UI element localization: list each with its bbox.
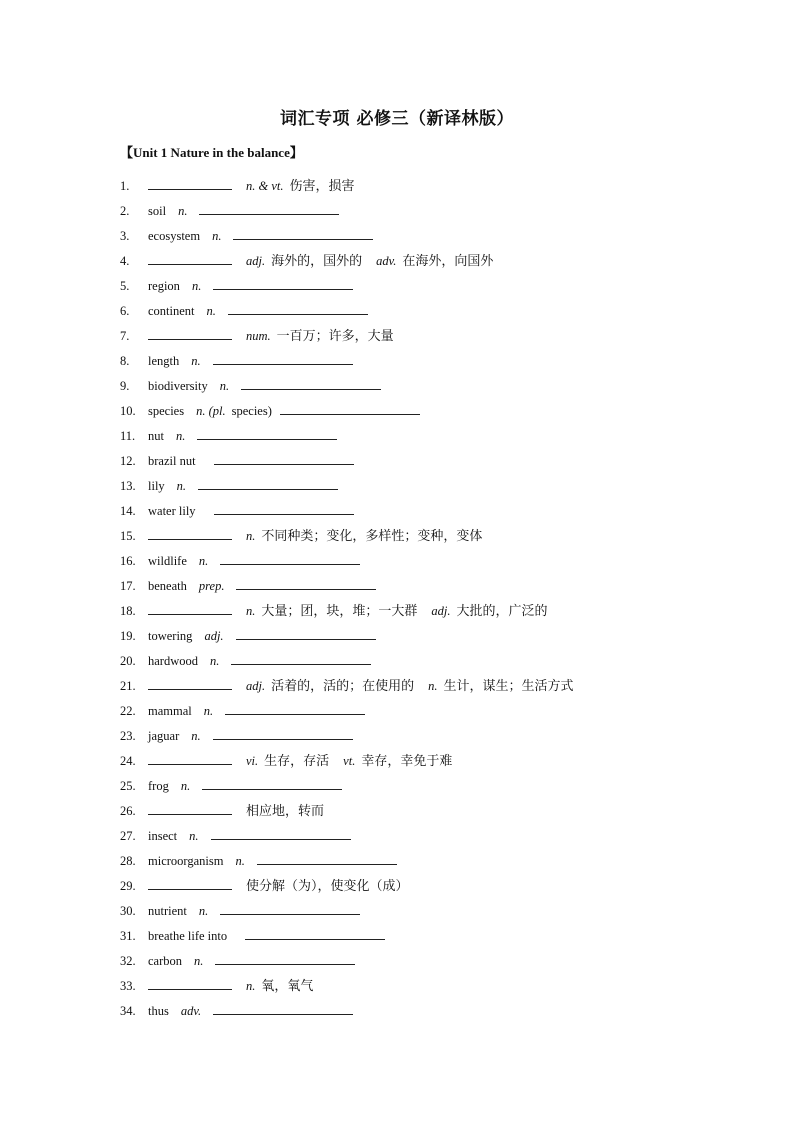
english-word: region: [148, 279, 180, 293]
chinese-meaning: 在海外，向国外: [402, 254, 494, 269]
part-of-speech: n.: [198, 554, 209, 568]
chinese-meaning: 海外的，国外的: [271, 254, 363, 269]
part-of-speech: n.: [176, 479, 187, 493]
item-number: 34.: [120, 1004, 136, 1018]
item-number: 15.: [120, 529, 136, 543]
answer-blank[interactable]: [148, 676, 232, 690]
item-number: 11.: [120, 429, 136, 443]
english-word: breathe life into: [148, 929, 228, 943]
answer-blank[interactable]: [213, 276, 353, 290]
list-item: [0, 876, 794, 896]
item-number: 29.: [120, 879, 136, 893]
chinese-meaning: 活着的，活的；在使用的: [271, 679, 415, 694]
item-content: [148, 676, 588, 697]
page-title: 词汇专项 必修三（新译林版）: [280, 109, 514, 129]
english-word: species: [148, 404, 185, 418]
item-number: 21.: [120, 679, 136, 693]
answer-blank[interactable]: [197, 426, 337, 440]
answer-blank[interactable]: [213, 726, 353, 740]
answer-blank[interactable]: [214, 451, 354, 465]
answer-blank[interactable]: [148, 976, 232, 990]
list-item: [0, 201, 794, 221]
part-of-speech: n. (pl.: [196, 404, 226, 418]
list-item: [0, 326, 794, 346]
part-of-speech: num.: [246, 329, 271, 343]
list-item: [0, 801, 794, 821]
english-word: biodiversity: [148, 379, 208, 393]
english-word: brazil nut: [148, 454, 196, 468]
answer-blank[interactable]: [236, 576, 376, 590]
part-of-speech: adv.: [180, 1004, 202, 1018]
item-number: 28.: [120, 854, 136, 868]
answer-blank[interactable]: [280, 401, 420, 415]
answer-blank[interactable]: [214, 501, 354, 515]
item-number: 1.: [120, 179, 130, 193]
item-content: [148, 451, 354, 471]
english-word: frog: [148, 779, 169, 793]
item-number: 16.: [120, 554, 136, 568]
item-number: 18.: [120, 604, 136, 618]
part-of-speech: n.: [206, 304, 216, 318]
item-number: 8.: [120, 354, 130, 368]
chinese-meaning: 不同种类；变化，多样性；变种，变体: [261, 529, 483, 544]
english-word: beneath: [148, 579, 187, 593]
chinese-meaning: 氧，氧气: [261, 979, 314, 994]
answer-blank[interactable]: [148, 326, 232, 340]
item-content: [148, 576, 376, 596]
list-item: [0, 951, 794, 971]
part-of-speech: adv.: [376, 254, 397, 268]
item-number: 33.: [120, 979, 136, 993]
plural-note: species): [231, 404, 272, 418]
answer-blank[interactable]: [228, 301, 368, 315]
item-content: [148, 351, 353, 371]
item-content: [148, 701, 365, 721]
english-word: soil: [148, 204, 167, 218]
part-of-speech: n.: [180, 779, 191, 793]
list-item: [0, 426, 794, 446]
item-number: 25.: [120, 779, 136, 793]
item-content: [148, 601, 562, 622]
answer-blank[interactable]: [241, 376, 381, 390]
item-content: [148, 876, 423, 897]
list-item: [0, 701, 794, 721]
english-word: nut: [148, 429, 164, 443]
part-of-speech: n.: [198, 904, 209, 918]
item-number: 20.: [120, 654, 136, 668]
chinese-meaning: 幸存，幸免于难: [361, 754, 453, 769]
part-of-speech: n.: [428, 679, 438, 693]
list-item: [0, 351, 794, 371]
part-of-speech: n.: [246, 979, 256, 993]
item-number: 32.: [120, 954, 136, 968]
list-item: [0, 376, 794, 396]
answer-blank[interactable]: [233, 226, 373, 240]
part-of-speech: n.: [191, 729, 201, 743]
item-number: 22.: [120, 704, 136, 718]
chinese-meaning: 一百万；许多，大量: [276, 329, 394, 344]
english-word: insect: [148, 829, 178, 843]
item-content: [148, 401, 420, 421]
english-word: mammal: [148, 704, 192, 718]
answer-blank[interactable]: [236, 626, 376, 640]
item-content: [148, 376, 381, 396]
item-number: 24.: [120, 754, 136, 768]
part-of-speech: adj.: [246, 254, 266, 268]
item-content: [148, 651, 371, 671]
unit-heading: 【Unit 1 Nature in the balance】: [120, 145, 303, 160]
item-number: 31.: [120, 929, 136, 943]
chinese-meaning: 大量；团，块，堆；一大群: [261, 604, 418, 619]
part-of-speech: n.: [246, 604, 256, 618]
answer-blank[interactable]: [148, 526, 232, 540]
english-word: lily: [148, 479, 165, 493]
item-content: [148, 776, 342, 796]
english-word: microorganism: [148, 854, 224, 868]
chinese-meaning: 大批的，广泛的: [456, 604, 548, 619]
list-item: [0, 976, 794, 996]
answer-blank[interactable]: [211, 826, 351, 840]
part-of-speech: n.: [219, 379, 230, 393]
list-item: [0, 551, 794, 571]
item-content: [148, 201, 339, 221]
part-of-speech: n.: [203, 704, 214, 718]
item-content: [148, 526, 496, 547]
answer-blank[interactable]: [202, 776, 342, 790]
part-of-speech: n.: [210, 654, 220, 668]
english-word: carbon: [148, 954, 183, 968]
chinese-meaning: 相应地，转而: [246, 804, 325, 819]
item-number: 12.: [120, 454, 136, 468]
item-number: 2.: [120, 204, 130, 218]
chinese-meaning: 伤害，损害: [289, 179, 355, 194]
list-item: [0, 276, 794, 296]
item-content: [148, 426, 337, 446]
part-of-speech: n.: [189, 829, 199, 843]
answer-blank[interactable]: [148, 801, 232, 815]
list-item: [0, 901, 794, 921]
chinese-meaning: 使分解（为），使变化（成）: [246, 879, 409, 894]
answer-blank[interactable]: [148, 601, 232, 615]
list-item: [0, 451, 794, 471]
item-content: [148, 851, 397, 871]
item-content: [148, 276, 353, 296]
item-number: 7.: [120, 329, 130, 343]
item-content: [148, 476, 338, 496]
answer-blank[interactable]: [198, 476, 338, 490]
answer-blank[interactable]: [215, 951, 355, 965]
item-number: 5.: [120, 279, 130, 293]
item-number: 23.: [120, 729, 136, 743]
list-item: [0, 526, 794, 546]
item-content: [148, 826, 351, 846]
english-word: nutrient: [148, 904, 187, 918]
list-item: [0, 926, 794, 946]
item-content: [148, 801, 338, 822]
english-word: wildlife: [148, 554, 187, 568]
list-item: [0, 826, 794, 846]
answer-blank[interactable]: [220, 901, 360, 915]
answer-blank[interactable]: [148, 176, 232, 190]
answer-blank[interactable]: [148, 251, 232, 265]
part-of-speech: n. & vt.: [246, 179, 284, 193]
list-item: [0, 251, 794, 271]
item-number: 6.: [120, 304, 130, 318]
item-content: [148, 976, 327, 997]
part-of-speech: adj.: [204, 629, 224, 643]
list-item: [0, 601, 794, 621]
list-item: [0, 226, 794, 246]
answer-blank[interactable]: [213, 351, 353, 365]
part-of-speech: adj.: [431, 604, 451, 618]
part-of-speech: prep.: [198, 579, 225, 593]
answer-blank[interactable]: [220, 551, 360, 565]
item-content: [148, 1001, 353, 1021]
part-of-speech: adj.: [246, 679, 266, 693]
item-number: 19.: [120, 629, 136, 643]
item-content: [148, 326, 408, 347]
answer-blank[interactable]: [245, 926, 385, 940]
item-content: [148, 501, 354, 521]
part-of-speech: n.: [212, 229, 222, 243]
list-item: [0, 476, 794, 496]
chinese-meaning: 生存，存活: [264, 754, 330, 769]
part-of-speech: n.: [194, 954, 204, 968]
answer-blank[interactable]: [148, 751, 232, 765]
answer-blank[interactable]: [199, 201, 339, 215]
item-content: [148, 176, 369, 197]
item-number: 10.: [120, 404, 136, 418]
answer-blank[interactable]: [225, 701, 365, 715]
english-word: hardwood: [148, 654, 198, 668]
item-number: 26.: [120, 804, 136, 818]
item-content: [148, 901, 360, 921]
english-word: continent: [148, 304, 195, 318]
item-number: 3.: [120, 229, 130, 243]
part-of-speech: n.: [191, 279, 202, 293]
english-word: ecosystem: [148, 229, 201, 243]
item-content: [148, 251, 507, 272]
item-content: [148, 926, 385, 946]
english-word: jaguar: [148, 729, 180, 743]
item-content: [148, 951, 355, 971]
part-of-speech: n.: [246, 529, 256, 543]
part-of-speech: n.: [175, 429, 186, 443]
list-item: [0, 726, 794, 746]
part-of-speech: vt.: [343, 754, 356, 768]
part-of-speech: n.: [178, 204, 188, 218]
item-number: 30.: [120, 904, 136, 918]
part-of-speech: n.: [235, 854, 245, 868]
list-item: [0, 401, 794, 421]
list-item: [0, 651, 794, 671]
list-item: [0, 576, 794, 596]
chinese-meaning: 生计，谋生；生活方式: [443, 679, 574, 694]
item-number: 13.: [120, 479, 136, 493]
answer-blank[interactable]: [148, 876, 232, 890]
item-content: [148, 726, 353, 746]
list-item: [0, 626, 794, 646]
item-content: [148, 551, 360, 571]
list-item: [0, 501, 794, 521]
list-item: [0, 1001, 794, 1021]
english-word: thus: [148, 1004, 169, 1018]
list-item: [0, 851, 794, 871]
english-word: water lily: [148, 504, 196, 518]
item-number: 27.: [120, 829, 136, 843]
answer-blank[interactable]: [257, 851, 397, 865]
answer-blank[interactable]: [231, 651, 371, 665]
english-word: towering: [148, 629, 193, 643]
part-of-speech: vi.: [246, 754, 259, 768]
answer-blank[interactable]: [213, 1001, 353, 1015]
list-item: [0, 176, 794, 196]
item-content: [148, 226, 373, 246]
item-number: 17.: [120, 579, 136, 593]
list-item: [0, 751, 794, 771]
item-content: [148, 626, 376, 646]
list-item: [0, 776, 794, 796]
item-number: 14.: [120, 504, 136, 518]
part-of-speech: n.: [191, 354, 201, 368]
item-content: [148, 301, 368, 321]
list-item: [0, 676, 794, 696]
english-word: length: [148, 354, 180, 368]
item-number: 4.: [120, 254, 130, 268]
item-content: [148, 751, 466, 772]
item-number: 9.: [120, 379, 130, 393]
list-item: [0, 301, 794, 321]
